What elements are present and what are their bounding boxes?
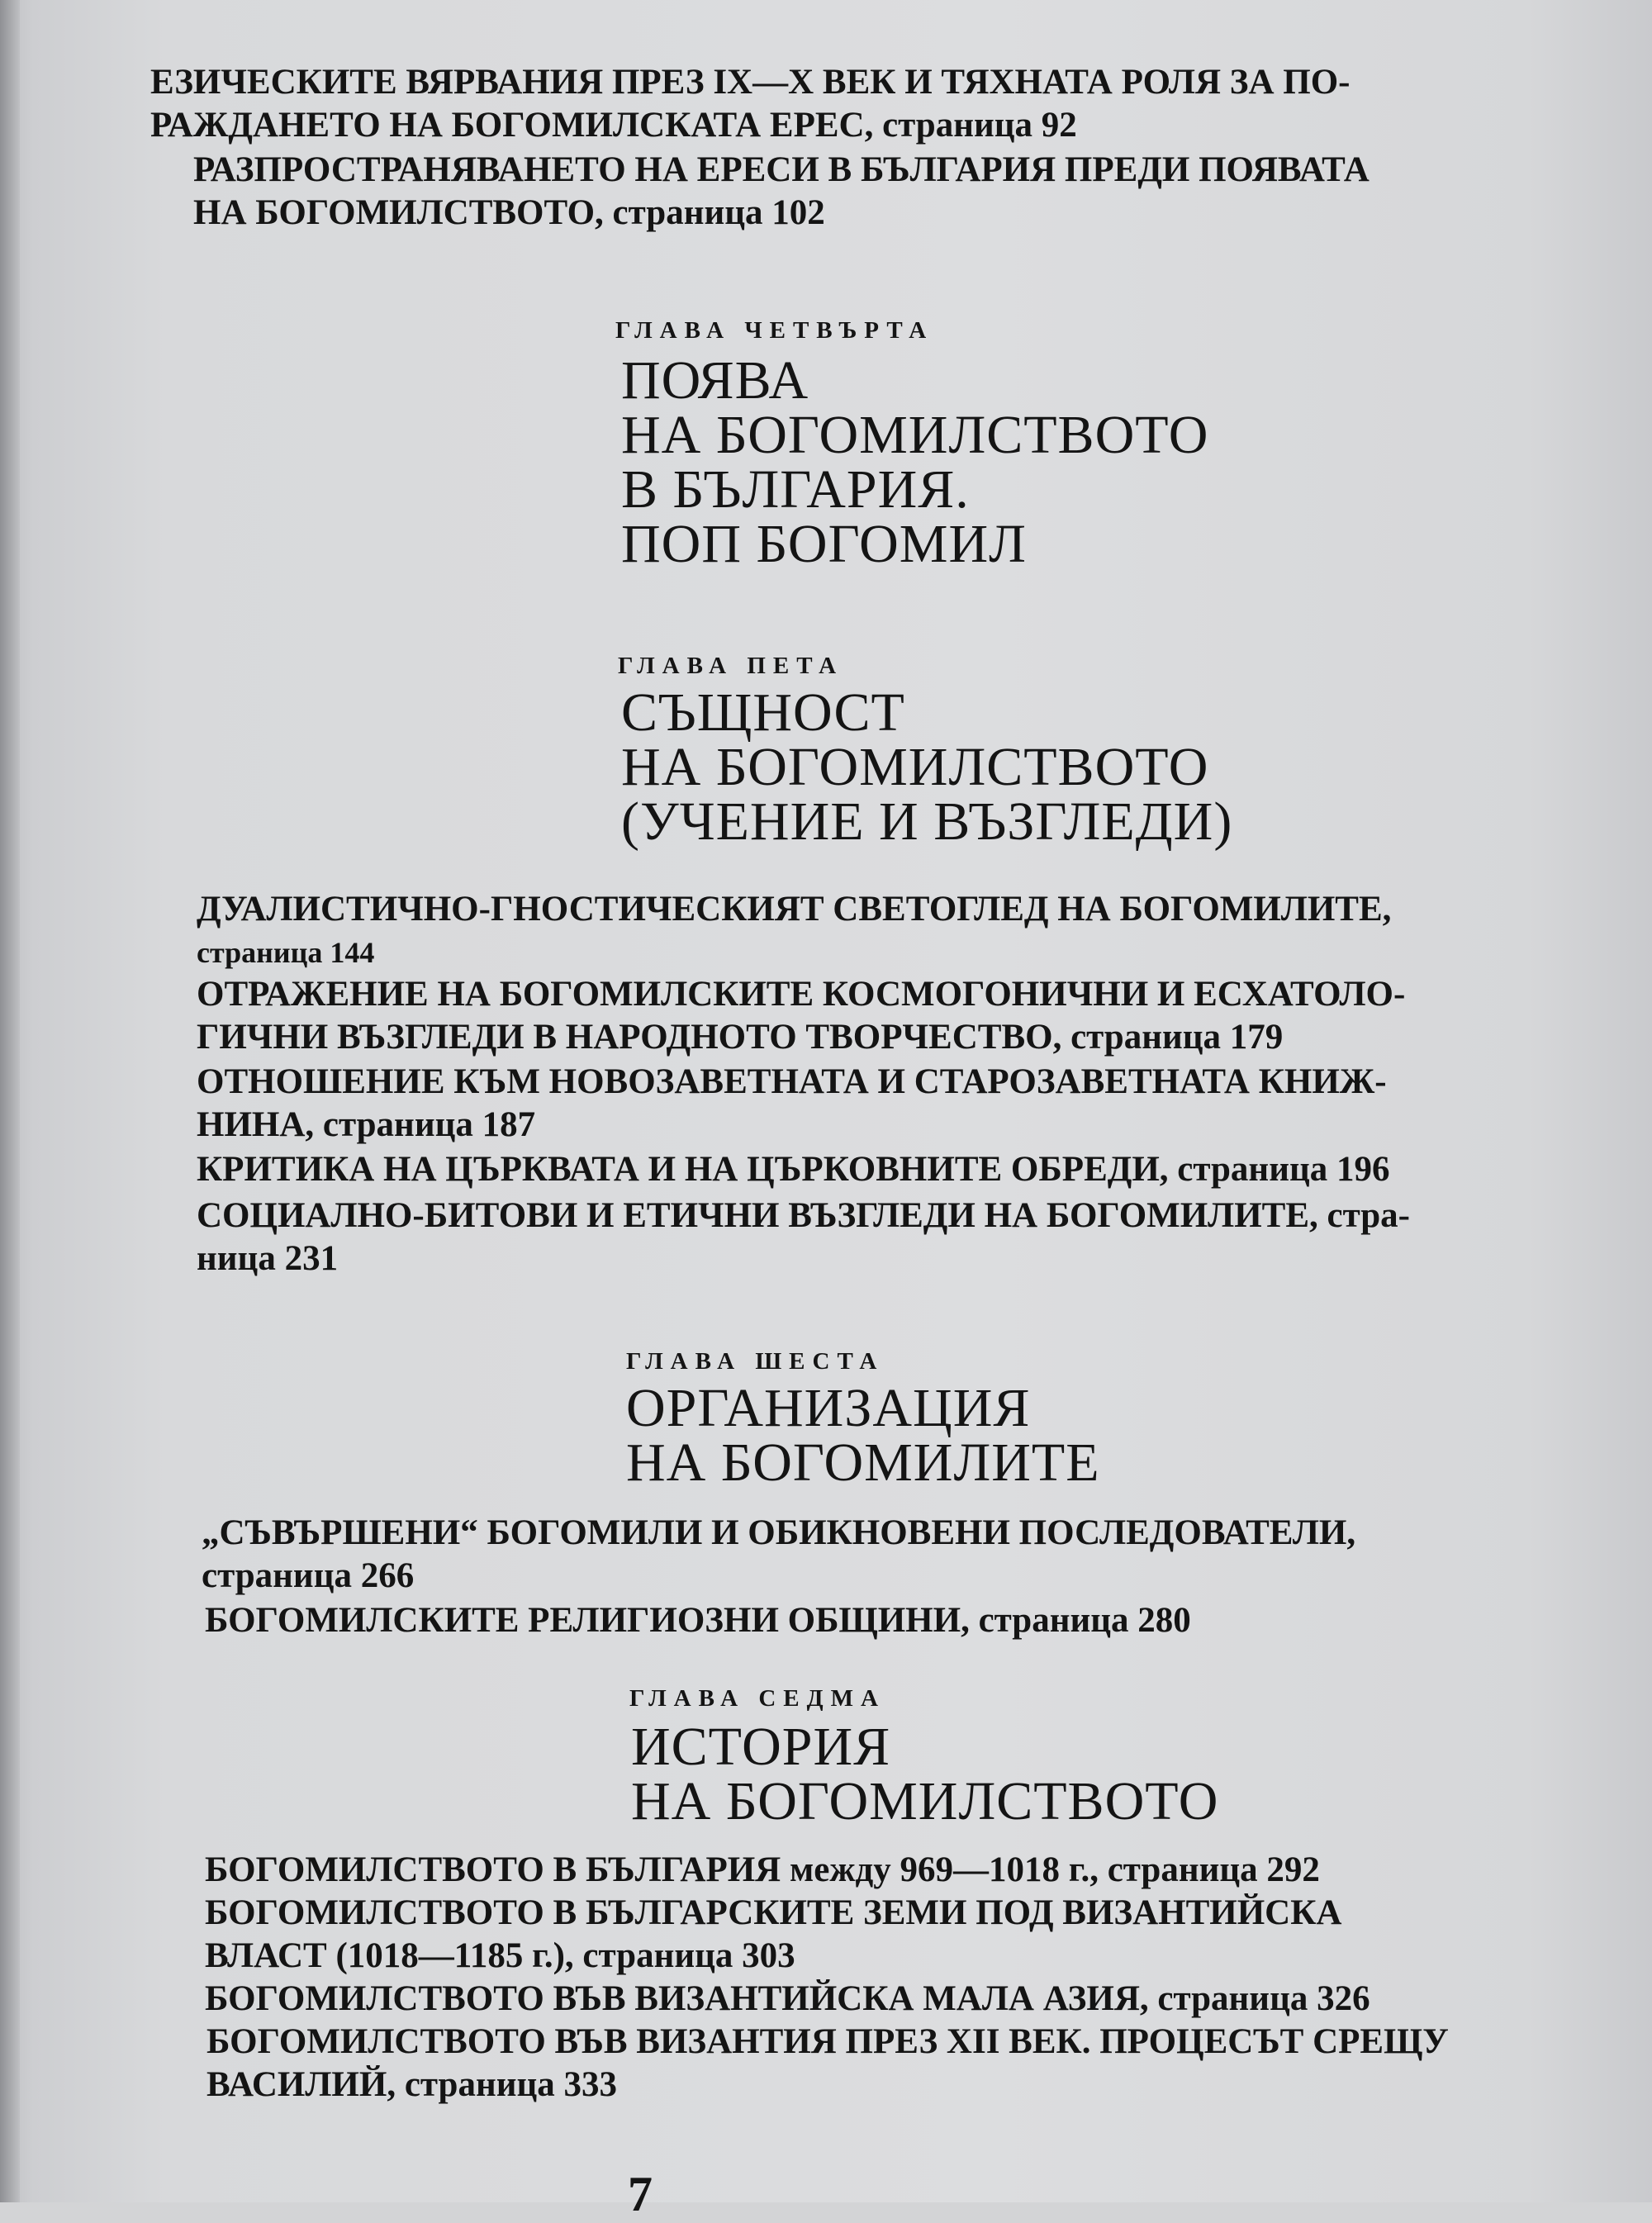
chapter-title-line: В БЪЛГАРИЯ. <box>621 459 970 520</box>
toc-entry <box>193 149 1370 235</box>
chapter-title-line: НА БОГОМИЛСТВОТО <box>631 1771 1219 1831</box>
toc-entry <box>206 2021 1449 2107</box>
entry-line: РАЖДАНЕТО НА БОГОМИЛСКАТА ЕРЕС, страница 92 <box>150 106 1077 145</box>
entry-line: ГИЧНИ ВЪЗГЛЕДИ В НАРОДНОТО ТВОРЧЕСТВО, страница 179 <box>197 1018 1284 1057</box>
toc-entry <box>197 1061 1387 1147</box>
chapter-label: ГЛАВА СЕДМА <box>629 1685 885 1712</box>
chapter-title-line: ПОП БОГОМИЛ <box>621 514 1027 574</box>
entry-line: страница 266 <box>202 1556 415 1595</box>
toc-entry <box>197 973 1405 1059</box>
page-number: 7 <box>628 2167 653 2221</box>
entry-line: БОГОМИЛСТВОТО ВЪВ ВИЗАНТИЯ ПРЕЗ XII ВЕК. ПРОЦЕСЪТ СРЕЩУ <box>206 2022 1449 2061</box>
chapter-title <box>626 1378 1100 1493</box>
chapter-title-line: НА БОГОМИЛИТЕ <box>626 1432 1100 1493</box>
chapter-title <box>621 350 1209 574</box>
entry-line: „СЪВЪРШЕНИ“ БОГОМИЛИ И ОБИКНОВЕНИ ПОСЛЕДОВАТЕЛИ, <box>202 1513 1356 1552</box>
toc-entry <box>197 888 1391 974</box>
chapter-title <box>631 1717 1219 1831</box>
chapter-title-line: (УЧЕНИЕ И ВЪЗГЛЕДИ) <box>621 791 1233 852</box>
chapter-title-line: НА БОГОМИЛСТВОТО <box>621 405 1209 465</box>
chapter-title-line: НА БОГОМИЛСТВОТО <box>621 737 1209 797</box>
entry-line: ОТНОШЕНИЕ КЪМ НОВОЗАВЕТНАТА И СТАРОЗАВЕТНАТА КНИЖ- <box>197 1062 1387 1101</box>
chapter-title-line: ИСТОРИЯ <box>631 1717 891 1777</box>
chapter-title-line: ПОЯВА <box>621 350 809 411</box>
toc-entry <box>205 1599 1191 1642</box>
entry-line: ВЛАСТ (1018—1185 г.), страница 303 <box>205 1936 795 1975</box>
entry-line: БОГОМИЛСКИТЕ РЕЛИГИОЗНИ ОБЩИНИ, страница 280 <box>205 1601 1191 1640</box>
chapter-title <box>621 682 1233 852</box>
chapter-title-line: СЪЩНОСТ <box>621 682 905 743</box>
entry-line: страница 144 <box>197 936 375 969</box>
entry-line: ница 231 <box>197 1239 339 1278</box>
entry-line: БОГОМИЛСТВОТО В БЪЛГАРИЯ между 969—1018 г., страница 292 <box>205 1850 1320 1889</box>
entry-line: СОЦИАЛНО-БИТОВИ И ЕТИЧНИ ВЪЗГЛЕДИ НА БОГОМИЛИТЕ, стра- <box>197 1196 1410 1235</box>
toc-entry <box>197 1195 1410 1280</box>
binding-gutter <box>0 0 20 2202</box>
entry-line: НА БОГОМИЛСТВОТО, страница 102 <box>193 193 825 232</box>
entry-line: КРИТИКА НА ЦЪРКВАТА И НА ЦЪРКОВНИТЕ ОБРЕДИ, страница 196 <box>197 1150 1390 1189</box>
chapter-label: ГЛАВА ПЕТА <box>618 653 844 679</box>
toc-entry <box>205 1978 1370 2021</box>
toc-entry <box>205 1892 1341 1978</box>
chapter-title-line: ОРГАНИЗАЦИЯ <box>626 1378 1031 1438</box>
toc-entry <box>197 1148 1390 1191</box>
entry-line: ОТРАЖЕНИЕ НА БОГОМИЛСКИТЕ КОСМОГОНИЧНИ И ЕСХАТОЛО- <box>197 975 1406 1014</box>
entry-line: БОГОМИЛСТВОТО В БЪЛГАРСКИТЕ ЗЕМИ ПОД ВИЗАНТИЙСКА <box>205 1893 1342 1932</box>
toc-entry <box>205 1849 1320 1892</box>
entry-line: РАЗПРОСТРАНЯВАНЕТО НА ЕРЕСИ В БЪЛГАРИЯ ПРЕДИ ПОЯВАТА <box>193 150 1370 189</box>
toc-entry <box>202 1512 1355 1598</box>
entry-line: НИНА, страница 187 <box>197 1105 536 1144</box>
entry-line: ВАСИЛИЙ, страница 333 <box>206 2065 618 2104</box>
chapter-label: ГЛАВА ШЕСТА <box>626 1348 885 1375</box>
toc-entry <box>150 61 1351 147</box>
entry-line: БОГОМИЛСТВОТО ВЪВ ВИЗАНТИЙСКА МАЛА АЗИЯ, страница 326 <box>205 1979 1370 2018</box>
entry-line: ДУАЛИСТИЧНО-ГНОСТИЧЕСКИЯТ СВЕТОГЛЕД НА БОГОМИЛИТЕ, <box>197 890 1392 929</box>
entry-line: ЕЗИЧЕСКИТЕ ВЯРВАНИЯ ПРЕЗ IX—X ВЕК И ТЯХНАТА РОЛЯ ЗА ПО- <box>150 63 1351 102</box>
chapter-label: ГЛАВА ЧЕТВЪРТА <box>615 317 934 344</box>
